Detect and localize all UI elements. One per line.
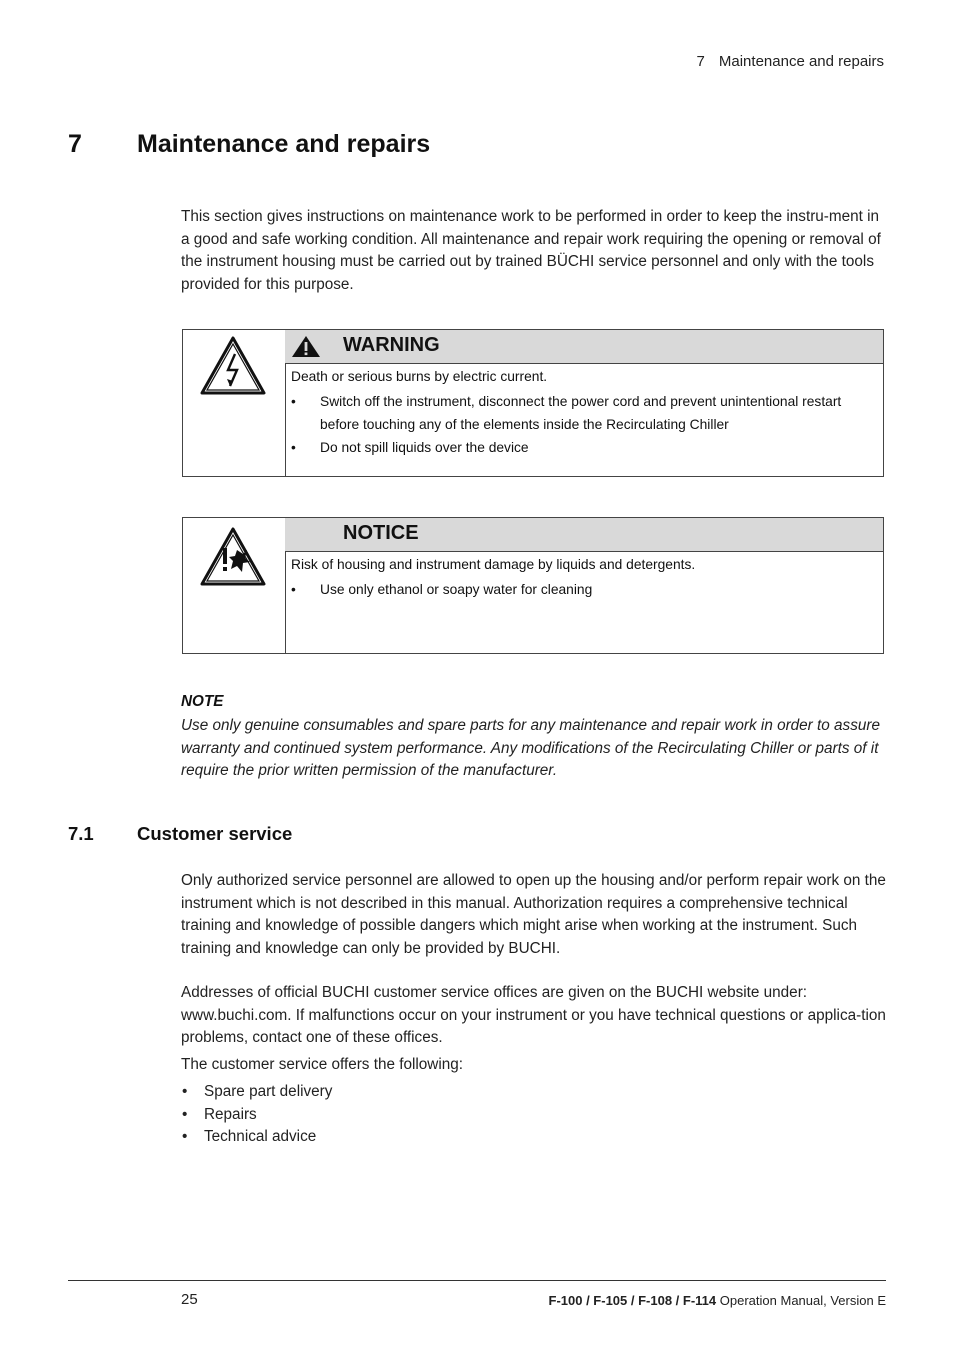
warning-body — [291, 365, 875, 459]
intro-text: This section gives instructions on maintenance work to be performed in order to keep the instru-ment in a good and safe working condition. All maintenance and repair work requiring the opening or removal of the instrument housing must be carried out by trained BÜCHI service personnel and only with the tools provided for this purpose. — [181, 208, 881, 293]
services-list-item: • Technical advice — [181, 1126, 332, 1149]
warning-bullet: • Switch off the instrument, disconnect the power cord and prevent unintentional restart before touching any of the elements inside the Recirculating Chiller — [291, 390, 875, 436]
notice-bullet: • Use only ethanol or soapy water for cleaning — [291, 578, 875, 601]
running-header-chapter-title: Maintenance and repairs — [718, 53, 884, 70]
chapter-heading — [68, 130, 430, 159]
section-title: Customer service — [137, 823, 293, 844]
section-paragraph-3-text: The customer service offers the following: — [181, 1056, 463, 1073]
section-paragraph-2 — [181, 982, 886, 1050]
electrical-hazard-icon — [199, 335, 267, 397]
chapter-title: Maintenance and repairs — [137, 130, 431, 158]
note-title: NOTE — [181, 693, 224, 710]
intro-paragraph — [181, 206, 886, 296]
services-list-item: • Spare part delivery — [181, 1081, 332, 1104]
notice-title: NOTICE — [343, 522, 419, 544]
warning-hazard-text: Death or serious burns by electric current. — [291, 369, 548, 384]
notice-bullet-list — [291, 578, 875, 601]
services-list-item: • Repairs — [181, 1104, 332, 1127]
warning-bullet-list — [291, 390, 875, 459]
notice-icon-cell — [183, 518, 286, 653]
warning-triangle-icon — [291, 335, 321, 358]
warning-header — [285, 330, 883, 364]
chapter-number: 7 — [68, 130, 82, 158]
notice-hazard-text: Risk of housing and instrument damage by liquids and detergents. — [291, 557, 696, 572]
running-header-chapter-number: 7 — [696, 53, 705, 70]
warning-title: WARNING — [343, 334, 440, 356]
footer-models: F-100 / F-105 / F-108 / F-114 — [548, 1293, 717, 1308]
notice-box — [182, 517, 884, 654]
footer-rule — [68, 1280, 886, 1281]
note-text: Use only genuine consumables and spare parts for any maintenance and repair work in order to assure warranty and continued system performance. Any modifications of the Recirculating Chiller or parts of it require the prior written permission of the manufacturer. — [181, 717, 880, 779]
running-header — [697, 53, 884, 70]
warning-box — [182, 329, 884, 477]
notice-body — [291, 553, 875, 601]
notice-header — [285, 518, 883, 552]
footer-doc-info — [549, 1293, 886, 1308]
section-heading — [68, 823, 292, 845]
section-paragraph-1-text: Only authorized service personnel are allowed to open up the housing and/or perform repair work on the instrument which is not described in this manual. Authorization requires a comprehensive technical training and knowledge of possible dangers which might arise when working at the instrument. Such training and knowledge can only be provided by BUCHI. — [181, 872, 886, 957]
section-paragraph-2-text: Addresses of official BUCHI customer service offices are given on the BUCHI website under: www.buchi.com. If malfunctions occur on your instrument or you have technical questions or applica-tion problems, contact one of these offices. — [181, 984, 886, 1046]
services-list — [181, 1081, 332, 1149]
section-number: 7.1 — [68, 823, 94, 844]
footer-doc-title: Operation Manual, Version E — [719, 1293, 886, 1308]
warning-bullet: • Do not spill liquids over the device — [291, 436, 875, 459]
section-paragraph-1 — [181, 870, 886, 960]
page-number: 25 — [181, 1291, 198, 1308]
damage-warning-icon — [199, 526, 267, 588]
section-paragraph-3 — [181, 1054, 886, 1077]
warning-icon-cell — [183, 330, 286, 476]
